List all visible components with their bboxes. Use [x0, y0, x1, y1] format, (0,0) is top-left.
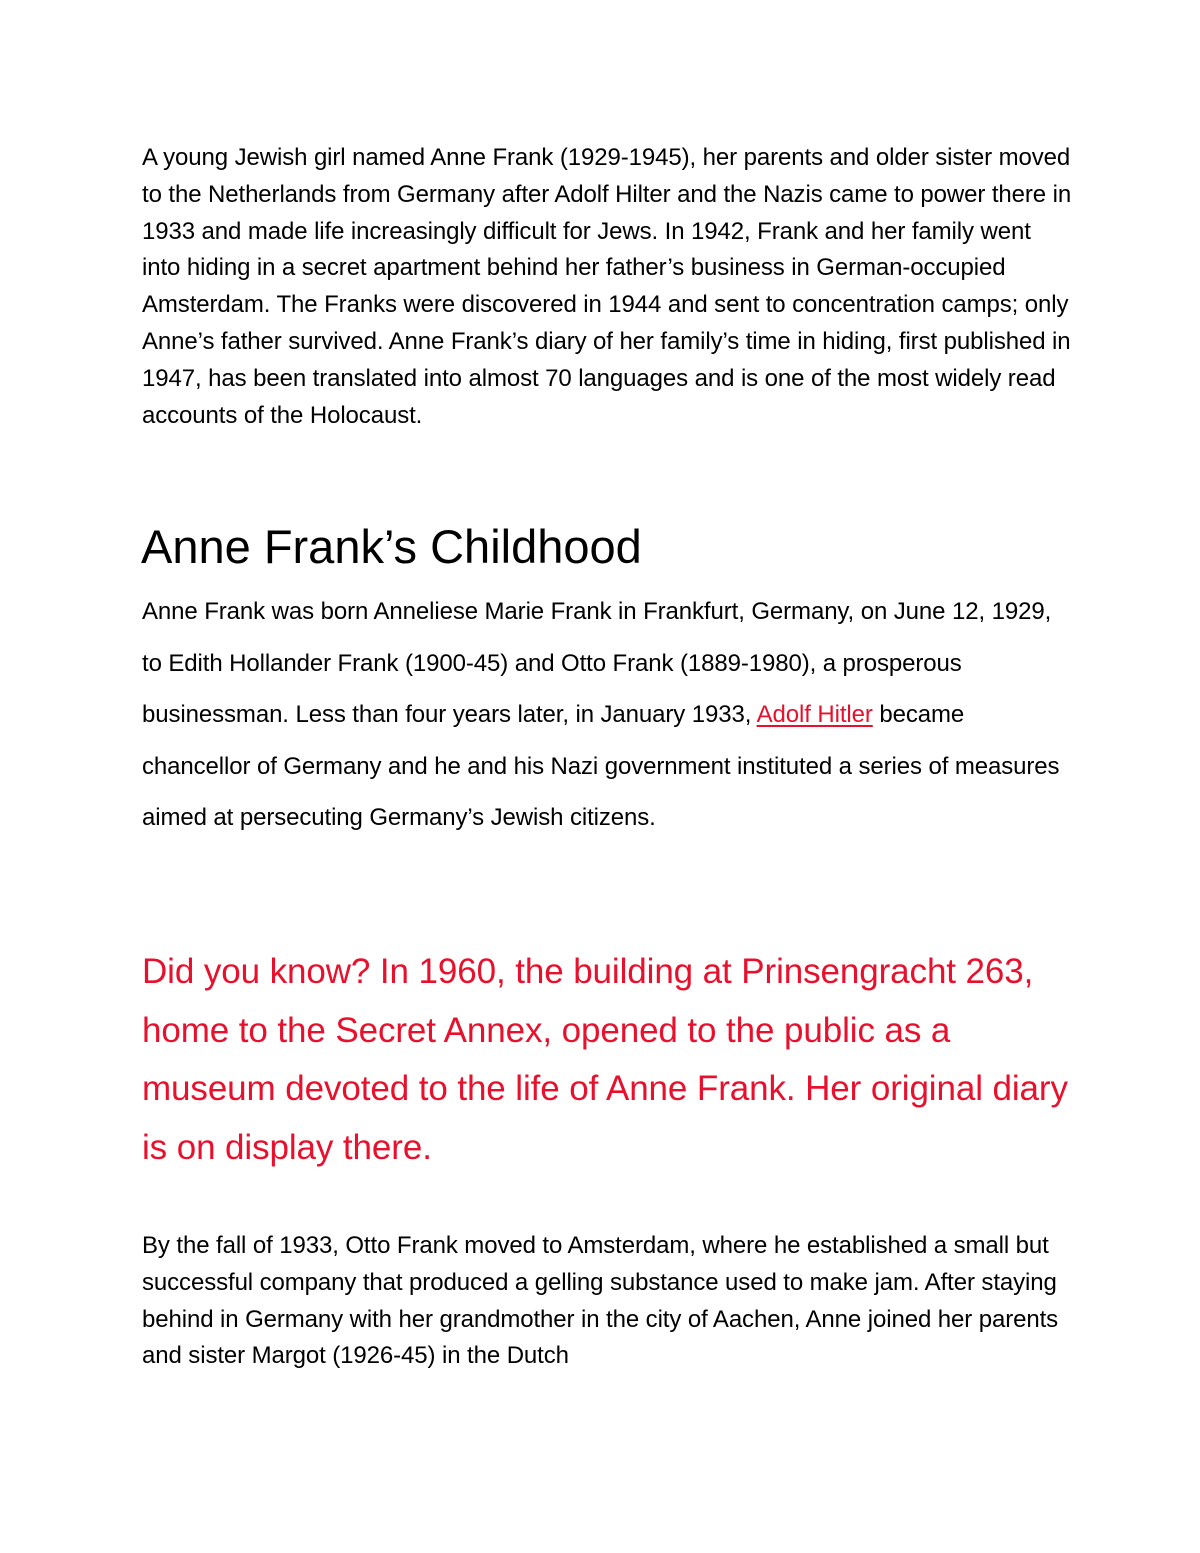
- adolf-hitler-link[interactable]: Adolf Hitler: [756, 701, 873, 729]
- intro-paragraph: A young Jewish girl named Anne Frank (1929-1945), her parents and older sister moved to the Netherlands from Germany after Adolf Hilter and the Nazis came to power there in 1933 and made life increasingly difficult for Jews. In 1942, Frank and her family went into hiding in a secret apartment behind her father’s business in German-occupied Amsterdam. The Franks were discovered in 1944 and sent to concentration camps; only Anne’s father survived. Anne Frank’s diary of her family’s time in hiding, first published in 1947, has been translated into almost 70 languages and is one of the most widely read accounts of the Holocaust.: [142, 144, 1072, 429]
- amsterdam-paragraph: By the fall of 1933, Otto Frank moved to Amsterdam, where he established a small but successful company that produced a gelling substance used to make jam. After staying behind in Germany with her grandmother in the city of Aachen, Anne joined her parents and sister Margot (1926-45) in the Dutch: [142, 1232, 1059, 1370]
- section-heading: Anne Frank’s Childhood: [141, 520, 642, 573]
- childhood-text-before-link: Anne Frank was born Anneliese Marie Frank in Frankfurt, Germany, on June 12, 1929, to Edith Hollander Frank (1900-45) and Otto Frank (1889-1980), a prosperous businessman. Less than four years later, in January 1933,: [142, 598, 1052, 729]
- did-you-know-callout: Did you know? In 1960, the building at Prinsengracht 263, home to the Secret Annex, opened to the public as a museum devoted to the life of Anne Frank. Her original diary is on display there.: [142, 952, 1068, 1167]
- childhood-paragraph: [142, 586, 1072, 844]
- childhood-text-after-link: became chancellor of Germany and he and his Nazi government instituted a series of measures aimed at persecuting Germany’s Jewish citizens.: [142, 701, 1060, 832]
